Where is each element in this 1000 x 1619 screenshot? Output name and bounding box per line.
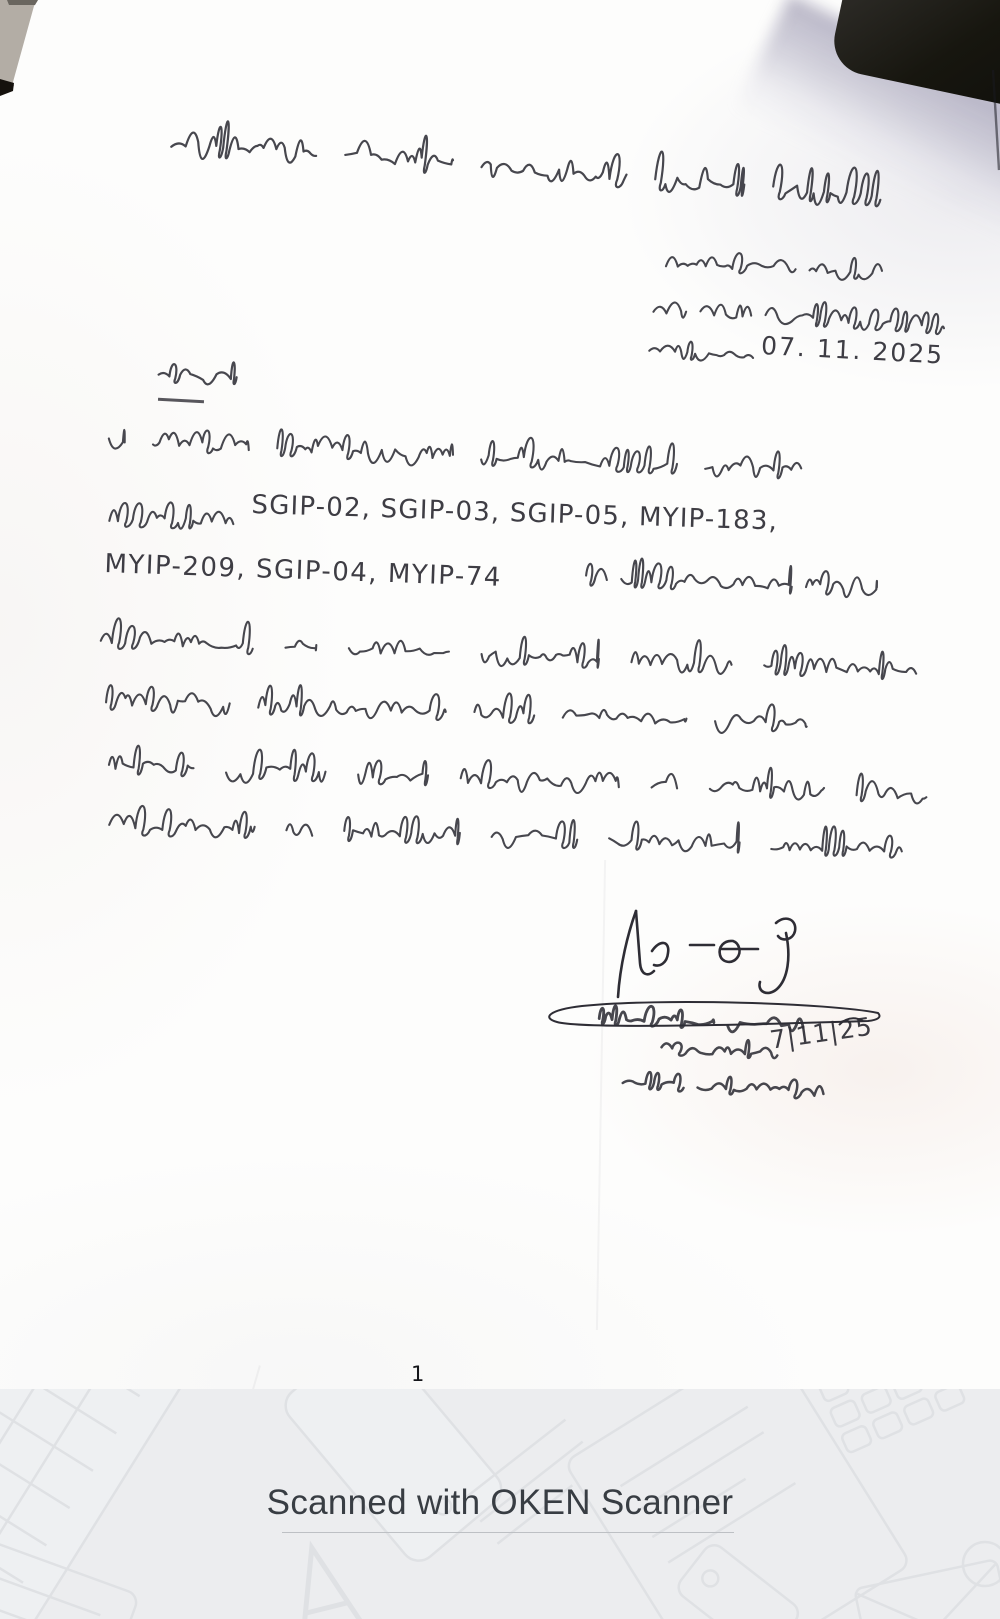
envelope-icon <box>854 1559 1000 1619</box>
body-line-1 <box>106 413 804 489</box>
station-codes-text-1: SGIP-02, SGIP-03, SGIP-05, MYIP-183, <box>251 490 779 537</box>
body-line-2-prefix <box>107 496 236 537</box>
tag-icon <box>674 1540 803 1619</box>
signature-designation <box>659 1034 780 1064</box>
body-line-3-suffix <box>583 552 879 605</box>
body-line-7 <box>107 799 905 867</box>
page-number: 1 <box>411 1362 425 1386</box>
handwritten-salutation <box>156 354 239 391</box>
salutation-underline <box>158 398 204 403</box>
banner-underline <box>282 1532 734 1533</box>
body-line-6 <box>106 737 929 813</box>
body-line-4 <box>98 611 919 690</box>
handwritten-date-label <box>647 334 756 369</box>
station-codes-text-2: MYIP-209, SGIP-04, MYIP-74 <box>103 549 503 593</box>
paper-crease <box>251 1365 261 1389</box>
signature-office <box>620 1062 827 1106</box>
keypad-icon <box>818 1389 966 1454</box>
body-line-5 <box>104 674 810 741</box>
scanner-banner-label: Scanned with OKEN Scanner <box>266 1483 734 1522</box>
scanner-banner <box>0 1389 1000 1619</box>
letter-a-icon <box>281 1540 365 1619</box>
phone-icon <box>278 1389 508 1568</box>
desk-object-topleft-icon <box>0 0 60 110</box>
signature-flourish <box>540 905 810 1000</box>
date-value-text: 07. 11. 2025 <box>760 331 945 370</box>
handwritten-from-office <box>664 243 885 287</box>
signature-date-text: 7|11|25 <box>768 1011 875 1055</box>
paper-crease <box>596 860 606 1330</box>
